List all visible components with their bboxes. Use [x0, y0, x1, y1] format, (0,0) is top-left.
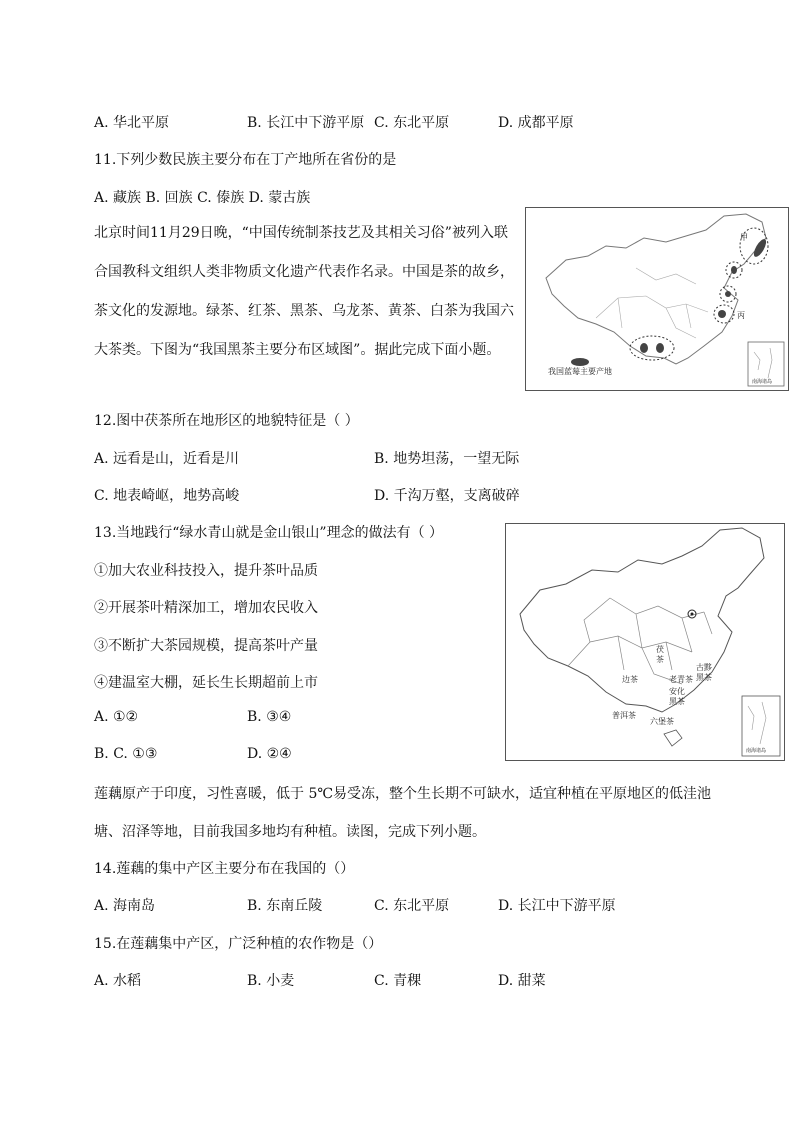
q12-option-b: B. 地势坦荡，一望无际: [374, 451, 520, 467]
label-an-hua: 安化: [669, 687, 685, 696]
province-borders: [568, 598, 712, 684]
q13-stem: 13.当地践行“绿水青山就是金山银山”理念的做法有（ ）: [94, 525, 444, 541]
region-yi-marker: [731, 266, 737, 274]
q12-option-a: A. 远看是山，近看是川: [94, 451, 240, 467]
capital-dot: [691, 613, 694, 616]
q12-stem: 12.图中茯茶所在地形区的地貌特征是（ ）: [94, 413, 359, 429]
label-gu-jian: 古黟: [696, 663, 712, 672]
q10-option-b: B. 长江中下游平原: [247, 115, 365, 131]
q14-option-c: C. 东北平原: [374, 898, 450, 914]
region-ding-marker: [725, 291, 731, 297]
q13-option-b: B. ③④: [247, 709, 292, 725]
label-cha: 茶: [656, 655, 664, 664]
q13-item-4: ④建温室大棚，延长生长期超前上市: [94, 675, 318, 691]
label-fu: 茯: [656, 645, 664, 654]
label-hei-cha-1: 黑茶: [696, 673, 712, 682]
south-sea-inset: [742, 696, 780, 756]
lotus-intro-paragraph: 莲藕原产于印度，习性喜暖，低于 5℃易受冻，整个生长期不可缺水，适宜种植在平原地区的低洼池塘、沼泽等地，目前我国多地均有种植。读图，完成下列小题。: [94, 786, 712, 840]
region-south-marker-2: [656, 343, 664, 353]
q15-stem: 15.在莲藕集中产区，广泛种植的农作物是（）: [94, 936, 383, 952]
q14-option-b: B. 东南丘陵: [247, 898, 323, 914]
q12-option-d: D. 千沟万壑，支离破碎: [374, 488, 520, 504]
q14-option-a: A. 海南岛: [94, 898, 156, 914]
label-bian-cha: 边茶: [622, 675, 638, 684]
china-outline: [546, 214, 766, 364]
province-borders: [596, 268, 708, 338]
label-lao-qing-cha: 老青茶: [669, 675, 693, 684]
label-pu-er-cha: 普洱茶: [612, 711, 636, 720]
q15-option-c: C. 青稞: [374, 973, 422, 989]
q11-options: A. 藏族 B. 回族 C. 傣族 D. 蒙古族: [94, 190, 311, 206]
china-map-1: [526, 208, 788, 390]
label-hei-cha-2: 黑茶: [669, 697, 685, 706]
q15-option-a: A. 水稻: [94, 973, 142, 989]
label-jia: 甲: [740, 233, 748, 242]
q13-option-c: B. C. ①③: [94, 746, 158, 762]
q13-item-3: ③不断扩大茶园规模，提高茶叶产量: [94, 638, 318, 654]
q12-option-c: C. 地表崎岖，地势高峻: [94, 488, 240, 504]
q15-option-b: B. 小麦: [247, 973, 295, 989]
dark-tea-region-map: [505, 523, 785, 761]
q13-item-2: ②开展茶叶精深加工，增加农民收入: [94, 600, 318, 616]
q13-option-a: A. ①②: [94, 709, 139, 725]
legend-label: 我国蓝莓主要产地: [548, 367, 612, 376]
q10-option-a: A. 华北平原: [94, 115, 170, 131]
region-south-marker-1: [640, 343, 648, 353]
black-tea-distribution-map: [525, 207, 789, 391]
hainan-island: [664, 730, 682, 746]
inset-label: 南海诸岛: [752, 379, 773, 385]
china-map-2: [506, 524, 784, 760]
q10-option-c: C. 东北平原: [374, 115, 450, 131]
inset-label: 南海诸岛: [746, 748, 767, 754]
legend-marker: [571, 358, 589, 366]
q11-stem: 11.下列少数民族主要分布在丁产地所在省份的是: [94, 152, 397, 168]
label-bing: 丙: [737, 311, 745, 320]
label-liu-bao-cha: 六堡茶: [650, 717, 674, 726]
region-bing-marker: [718, 310, 726, 318]
q10-option-d: D. 成都平原: [498, 115, 574, 131]
q14-option-d: D. 长江中下游平原: [498, 898, 616, 914]
q13-option-d: D. ②④: [247, 746, 292, 762]
q13-item-1: ①加大农业科技投入，提升茶叶品质: [94, 563, 318, 579]
q15-option-d: D. 甜菜: [498, 973, 546, 989]
tea-intro-paragraph: 北京时间11月29日晚，“中国传统制茶技艺及其相关习俗”被列入联合国教科文组织人类非物质文化遗产代表作名录。中国是茶的故乡，茶文化的发源地。绿茶、红茶、黑茶、乌龙茶、黄茶、白茶为我国六大茶类。下图为“我国黑茶主要分布区域图”。据此完成下面小题。: [94, 225, 514, 358]
china-outline: [520, 528, 764, 712]
q14-stem: 14.莲藕的集中产区主要分布在我国的（）: [94, 861, 355, 877]
